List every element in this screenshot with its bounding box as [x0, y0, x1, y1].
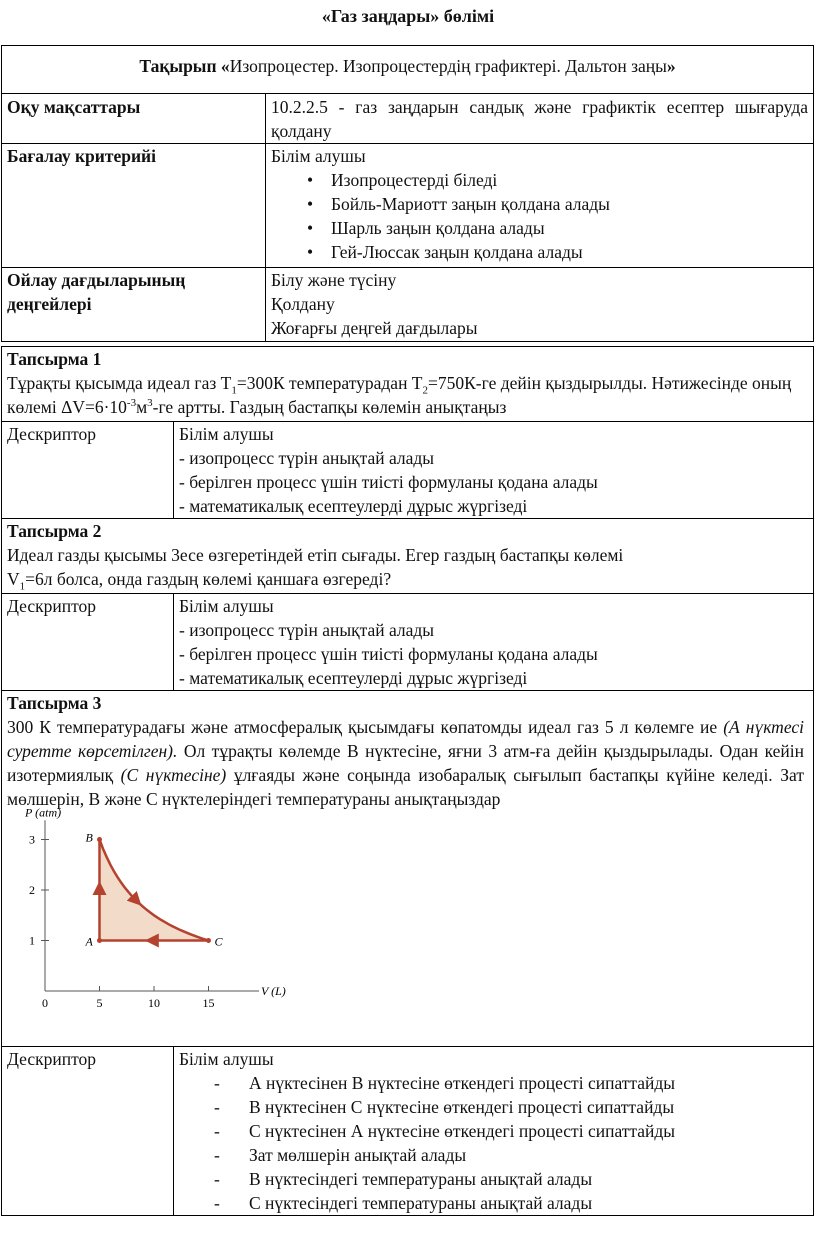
objectives-label: Оқу мақсаттары: [2, 94, 266, 144]
point-c: [206, 938, 211, 943]
desc1-item: - берілген процесс үшін тиісті формуланы қодана алады: [179, 472, 598, 492]
cycle-fill: [100, 840, 209, 941]
desc3-list: [179, 1071, 808, 1215]
x-tick-label: 15: [202, 996, 215, 1010]
task3-italic: (С нүктесіне): [120, 765, 227, 785]
desc2-label: Дескриптор: [2, 594, 174, 691]
levels-label-line1: Ойлау дағдыларының: [7, 270, 186, 290]
criteria-label: Бағалау критерийі: [2, 144, 266, 268]
levels-item: Қолдану: [271, 294, 335, 314]
task1-text: [7, 371, 808, 419]
task1-sub: 2: [422, 384, 428, 397]
desc3-label: Дескриптор: [2, 1047, 174, 1216]
task1-cell: [2, 347, 814, 422]
topic-text: Изопроцестер. Изопроцестердің графиктері. Дальтон заңы: [229, 56, 667, 76]
task3-cell: [2, 691, 814, 1047]
x-tick-label: 5: [96, 996, 103, 1010]
point-b: [97, 837, 102, 842]
desc1-cell: [174, 422, 814, 519]
x-tick-label: 10: [148, 996, 160, 1010]
criteria-item: • Бойль-Мариотт заңын қолдана алады: [271, 192, 808, 216]
desc2-item: - математикалық есептеулерді дұрыс жүргізеді: [179, 668, 528, 688]
levels-cell: [266, 268, 814, 342]
tasks-table: [1, 346, 814, 1216]
desc3-cell: [174, 1047, 814, 1216]
desc3-item: - В нүктесіндегі температураны анықтай алады: [179, 1167, 808, 1191]
desc3-item: - А нүктесінен В нүктесіне өткендегі процесті сипаттайды: [179, 1071, 808, 1095]
task3-italic: (А нүктесі суретте көрсетілген).: [7, 717, 804, 761]
criteria-cell: [266, 144, 814, 268]
task1-text-part: =300К температурадан Т: [236, 373, 423, 393]
task2-text-part: V: [7, 569, 20, 589]
pv-diagram: [7, 805, 286, 1026]
topic-cell: [2, 46, 814, 94]
criteria-item: • Шарль заңын қолдана алады: [271, 216, 808, 240]
task2-line2: [7, 567, 808, 591]
levels-item: Жоғарғы деңгей дағдылары: [271, 318, 478, 338]
section-title: «Газ заңдары» бөлімі: [321, 6, 495, 26]
x-tick-label: 0: [42, 996, 48, 1010]
y-tick-label: 1: [29, 933, 35, 948]
task1-text-part: м: [136, 397, 148, 417]
task3-text-part: Ол тұрақты көлемде В нүктесіне, яғни 3 атм-ға дейін қыздырылады. Одан кейін изотермиялық: [7, 741, 804, 785]
desc1-item: - математикалық есептеулерді дұрыс жүргізеді: [179, 496, 528, 516]
objectives-value: 10.2.2.5 - газ заңдарын сандық және графиктік есептер шығаруда қолдану: [266, 94, 814, 144]
task2-sub: 1: [19, 580, 26, 593]
lesson-info-table: [1, 45, 814, 342]
desc2-cell: [174, 594, 814, 691]
task2-text-part: =6л болса, онда газдың көлемі қаншаға өзгереді?: [25, 569, 392, 589]
desc2-intro: Білім алушы: [179, 596, 274, 616]
criteria-item: • Гей-Люссак заңын қолдана алады: [271, 240, 808, 264]
point-a: [97, 938, 102, 943]
desc2-item: - берілген процесс үшін тиісті формуланы қодана алады: [179, 644, 598, 664]
desc2-item: - изопроцесс түрін анықтай алады: [179, 620, 435, 640]
criteria-intro: Білім алушы: [271, 146, 366, 166]
task1-text-part: =750К-ге дейін қыздырылды. Нәтижесінде оның көлемі ΔV=6·10: [7, 373, 792, 417]
desc3-item: - Зат мөлшерін анықтай алады: [179, 1143, 808, 1167]
desc1-item: - изопроцесс түрін анықтай алады: [179, 448, 435, 468]
levels-label-line2: деңгейлері: [7, 294, 92, 314]
y-tick-label: 2: [29, 883, 35, 897]
desc3-item: - С нүктесіндегі температураны анықтай алады: [179, 1191, 808, 1215]
task1-sub: 1: [231, 384, 237, 397]
task1-sup: -3: [126, 397, 137, 410]
x-axis-label: V (L): [261, 984, 286, 998]
task2-line1: Идеал газды қысымы 3есе өзгеретіндей етіп сығады. Егер газдың бастапқы көлемі: [7, 545, 624, 565]
task1-text-part: -ге артты. Газдың бастапқы көлемін анықтаңыз: [152, 397, 507, 417]
point-label-c: C: [214, 934, 223, 949]
topic-prefix: Тақырып «: [139, 56, 230, 76]
point-label-a: A: [85, 934, 93, 949]
desc1-intro: Білім алушы: [179, 424, 274, 444]
y-tick-label: 3: [29, 832, 35, 847]
levels-label: [2, 268, 266, 342]
y-axis-label: P (atm): [25, 805, 62, 820]
desc3-item: - С нүктесінен А нүктесіне өткендегі процесті сипаттайды: [179, 1119, 808, 1143]
task3-title: Тапсырма 3: [7, 693, 102, 713]
desc3-item: - В нүктесінен С нүктесіне өткендегі процесті сипаттайды: [179, 1095, 808, 1119]
point-label-b: B: [85, 830, 93, 845]
levels-item: Білу және түсіну: [271, 270, 397, 290]
task2-title: Тапсырма 2: [7, 521, 102, 541]
task1-title: Тапсырма 1: [7, 349, 102, 369]
criteria-list: [271, 168, 808, 264]
desc3-intro: Білім алушы: [179, 1049, 274, 1069]
task3-text-part: 300 К температурадағы және атмосфералық қысымдағы көпатомды идеал газ 5 л көлемге ие: [7, 717, 724, 737]
task1-sup: 3: [147, 397, 153, 410]
task1-text-part: Тұрақты қысымда идеал газ Т: [7, 373, 232, 393]
task2-cell: [2, 519, 814, 594]
desc1-label: Дескриптор: [2, 422, 174, 519]
criteria-item: • Изопроцестерді біледі: [271, 168, 808, 192]
task3-text: [7, 715, 808, 811]
topic-close: »: [666, 56, 676, 76]
task3-text-part: ұлғаяды және соңында изобаралық сығылып бастапқы күйіне келеді. Зат мөлшерін, В және С нүктелеріндегі температураны анықтаңыздар: [7, 765, 804, 809]
